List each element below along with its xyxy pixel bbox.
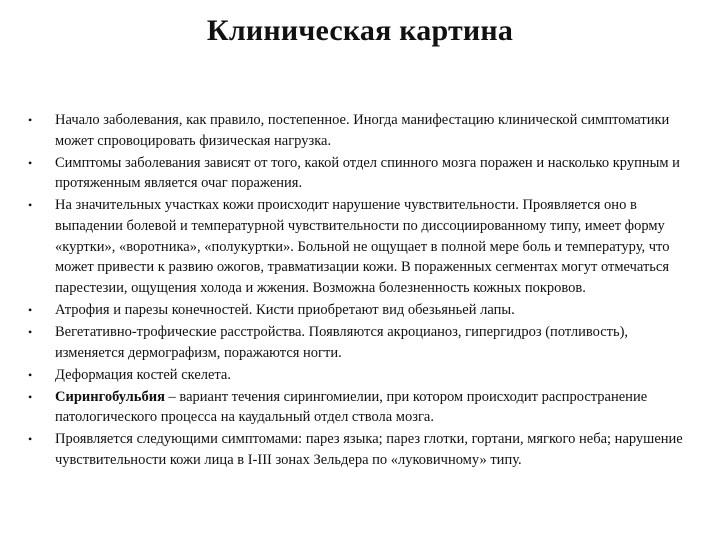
list-item-text: На значительных участках кожи происходит нарушение чувствительности. Проявляется оно в выпадении болевой и температурной чувствительности по диссоциированному типу, имеет форму «куртки», «воротника», «полукуртки». Больной не ощущает в полной мере боль и температуру, что может привести к развию ожогов, травматизации кожи. В пораженных сегментах могут отмечаться парестезии, ощущения холода и жжения. Возможна болезненность кожных покровов. bbox=[55, 197, 670, 296]
bullet-icon: • bbox=[28, 155, 33, 170]
bullet-icon: • bbox=[28, 324, 33, 339]
slide-title: Клиническая картина bbox=[206, 14, 514, 47]
list-item bbox=[26, 195, 698, 298]
list-item-text: Симптомы заболевания зависят от того, какой отдел спинного мозга поражен и насколько крупным и протяженным является очаг поражения. bbox=[55, 154, 680, 192]
list-item-text: Деформация костей скелета. bbox=[55, 366, 231, 383]
bullet-icon: • bbox=[28, 198, 33, 213]
bullet-list bbox=[26, 110, 698, 472]
bullet-icon: • bbox=[28, 367, 33, 382]
list-item bbox=[26, 110, 698, 151]
list-item-text: Вегетативно-трофические расстройства. Появляются акроцианоз, гипергидроз (потливость), изменяется дермографизм, поражаются ногти. bbox=[55, 323, 629, 361]
list-item-text: – вариант течения сирингомиелии, при котором происходит распространение патологического процесса на каудальный отдел ствола мозга. bbox=[55, 388, 648, 426]
list-item bbox=[26, 300, 698, 321]
bullet-icon: • bbox=[28, 302, 33, 317]
list-item bbox=[26, 322, 698, 363]
list-item-text: Атрофия и парезы конечностей. Кисти приобретают вид обезьяньей лапы. bbox=[55, 301, 515, 318]
list-item-text: Начало заболевания, как правило, постепенное. Иногда манифестацию клинической симптоматики может спровоцировать физическая нагрузка. bbox=[55, 112, 670, 149]
list-item bbox=[26, 153, 698, 194]
list-item-text: Проявляется следующими симптомами: парез языка; парез глотки, гортани, мягкого неба; нарушение чувствительности кожи лица в I-III зонах Зельдера по «луковичному» типу. bbox=[55, 431, 683, 468]
list-item bbox=[26, 365, 698, 386]
bullet-icon: • bbox=[28, 432, 33, 447]
bullet-icon: • bbox=[28, 389, 33, 404]
list-item-term: Сирингобульбия bbox=[55, 388, 165, 405]
list-item bbox=[26, 429, 698, 470]
list-item bbox=[26, 387, 698, 428]
bullet-icon: • bbox=[28, 113, 33, 127]
